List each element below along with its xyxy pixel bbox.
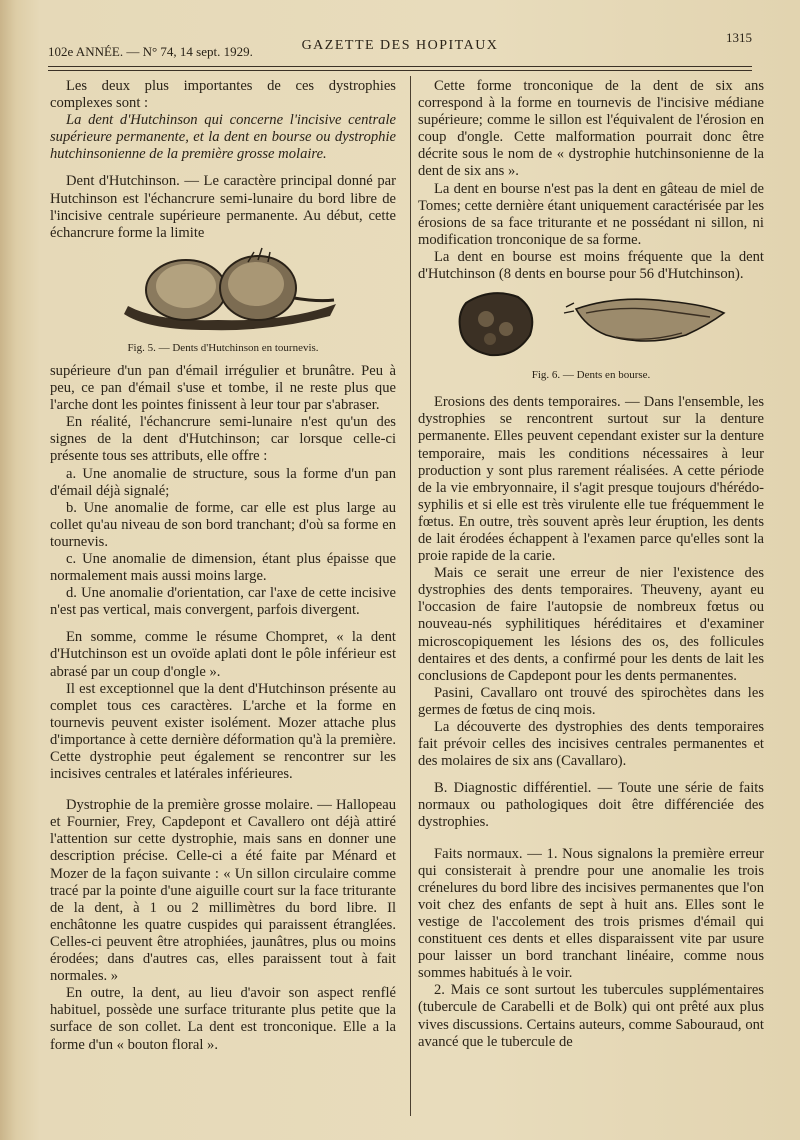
journal-title: GAZETTE DES HOPITAUX xyxy=(301,38,499,53)
figure-caption: Fig. 5. — Dents d'Hutchinson en tournevis. xyxy=(127,341,319,354)
list-item: c. Une anomalie de dimension, étant plus épaisse que normalement mais aussi moins large. xyxy=(50,550,396,585)
list-item: a. Une anomalie de structure, sous la forme d'un pan d'émail déjà signalé; xyxy=(50,465,396,499)
paragraph: En somme, comme le résume Chompret, « la dent d'Hutchinson est un ovoïde aplati dont le pôle inférieur est abrasé par un coup d'ongle ». xyxy=(50,629,396,680)
paragraph: Dystrophie de la première grosse molaire. — Hallopeau et Fournier, Frey, Capdepont et Cavallero ont déjà attiré l'attention sur cette dystrophie, mais sans en donner une description précise. Celle-ci a été faite par Ménard et Mozer de la façon suivante : « Un sillon circulaire comme tracé par la pointe d'une aiguille court sur la face triturante de la dent, à 1 ou 2 millimètres du bord libre. Il enchâtonne les quatre cuspides qui paraissent étranglées. Celles-ci peuvent être atrophiées, jaunâtres, plus ou moins érodées; dans d'autres cas, elles paraissent tout à fait normales. » xyxy=(50,797,396,985)
hutchinson-teeth-illustration xyxy=(98,242,348,338)
issue-info: 102e ANNÉE. — N° 74, 14 sept. 1929. xyxy=(48,44,253,59)
paragraph: Cette forme tronconique de la dent de six ans correspond à la forme en tournevis de l'incisive médiane supérieure; comme le sillon est l'équivalent de l'érosion en coup d'ongle. Cette malformation pourrait donc être décrite sous le nom de « dystrophie hutchinsonienne de la dent de six ans ». xyxy=(418,78,764,180)
list-item: d. Une anomalie d'orientation, car l'axe de cette incisive n'est pas vertical, mais convergent, parfois divergent. xyxy=(50,585,396,619)
paragraph: En réalité, l'échancrure semi-lunaire n'est qu'un des signes de la dent d'Hutchinson; car lorsque celle-ci présente tous ses attributs, elle offre : xyxy=(50,414,396,465)
paragraph: supérieure d'un pan d'émail irrégulier et brunâtre. Peu à peu, ce pan d'émail s'use et tombe, il ne reste plus que l'arche dont les pointes finissent à leur tour par s'abraser. xyxy=(50,362,396,414)
header-rule-thin xyxy=(48,70,752,71)
header-rule xyxy=(48,66,752,67)
paragraph: Il est exceptionnel que la dent d'Hutchinson présente au complet tous ces caractères. L'arche et la forme en tournevis peuvent exister isolément. Mozer attache plus d'importance à cette dernière déformation qu'à la première. Cette dystrophie peut également se rencontrer sur les incisives centrales et latérales inférieures. xyxy=(50,680,396,783)
left-column xyxy=(50,78,396,1054)
bourse-teeth-illustration xyxy=(446,283,736,365)
section-heading: B. Diagnostic différentiel. — Toute une série de faits normaux ou pathologiques doit être différenciée des dystrophies. xyxy=(418,780,764,831)
paragraph: Pasini, Cavallaro ont trouvé des spirochètes dans les germes de fœtus de cinq mois. xyxy=(418,684,764,718)
paragraph: La dent d'Hutchinson qui concerne l'incisive centrale supérieure permanente, et la dent en bourse ou dystrophie hutchinsonienne de la première grosse molaire. xyxy=(50,112,396,163)
figure-caption: Fig. 6. — Dents en bourse. xyxy=(531,369,651,382)
figure-5 xyxy=(50,242,396,357)
paragraph: La découverte des dystrophies des dents temporaires fait prévoir celles des incisives centrales permanentes et des molaires de six ans (Cavallaro). xyxy=(418,719,764,770)
paragraph: En outre, la dent, au lieu d'avoir son aspect renflé habituel, possède une surface triturante plus petite que la surface de son collet. La dent est tronconique. Elle a la forme d'un « bouton floral ». xyxy=(50,985,396,1053)
paragraph: Mais ce serait une erreur de nier l'existence des dystrophies des dents temporaires. Theuveny, ayant eu l'occasion de faire l'autopsie de nombreux fœtus ou nouveau-nés syphilitiques héréditaires et d'examiner microscopiquement les lésions des os, des follicules dentaires et des dents, a confirmé pour les dents de lait les conclusions de Capdepont pour les dents permanentes. xyxy=(418,565,764,684)
paragraph: 2. Mais ce sont surtout les tubercules supplémentaires (tubercule de Carabelli et de Bolk) qui ont prêté aux plus vives discussions. Certains auteurs, comme Sabouraud, ont avancé que le tubercule de xyxy=(418,982,764,1050)
paragraph: La dent en bourse est moins fréquente que la dent d'Hutchinson (8 dents en bourse pour 56 d'Hutchinson). xyxy=(418,248,764,283)
paragraph: Dent d'Hutchinson. — Le caractère principal donné par Hutchinson est l'échancrure semi-lunaire du bord libre de l'incisive centrale supérieure permanente. Au début, cette échancrure forme la limite xyxy=(50,173,396,241)
figure-6 xyxy=(418,283,764,384)
paragraph: Les deux plus importantes de ces dystrophies complexes sont : xyxy=(50,78,396,112)
list-item: b. Une anomalie de forme, car elle est plus large au collet qu'au niveau de son bord tranchant; d'où sa forme en tournevis. xyxy=(50,499,396,550)
paragraph: Erosions des dents temporaires. — Dans l'ensemble, les dystrophies se rencontrent surtout sur la denture permanente. Elles peuvent cependant exister sur la denture temporaire, mais les conditions nécessaires à leur production y sont plus rarement réalisées. A cette période de la vie embryonnaire, il s'agit presque toujours d'hérédo-syphilis et si elle est très virulente elle tue fréquemment le fœtus. En outre, très souvent après leur éruption, les dents de lait érodées échappent à l'examen parce qu'elles sont la proie rapide de la carie. xyxy=(418,394,764,565)
page-header xyxy=(48,28,752,62)
paragraph: Faits normaux. — 1. Nous signalons la première erreur qui consisterait à prendre pour une anomalie les trois crénelures du bord libre des incisives permanentes que l'on voit chez des enfants de sept à huit ans. Elles sont le vestige de l'accolement des trois prismes d'émail qui constituent ces dents et elles disparaissent vite par usure pour laisser un bord tranchant linéaire, comme nous sommes habitués à le voir. xyxy=(418,845,764,982)
paragraph: La dent en bourse n'est pas la dent en gâteau de miel de Tomes; cette dernière étant uniquement caractérisée par les érosions de sa face triturante et ne possédant ni sillon, ni modification tronconique de sa forme. xyxy=(418,180,764,248)
column-divider xyxy=(410,76,411,1116)
page-number: 1315 xyxy=(726,30,752,45)
right-column xyxy=(418,78,764,1051)
